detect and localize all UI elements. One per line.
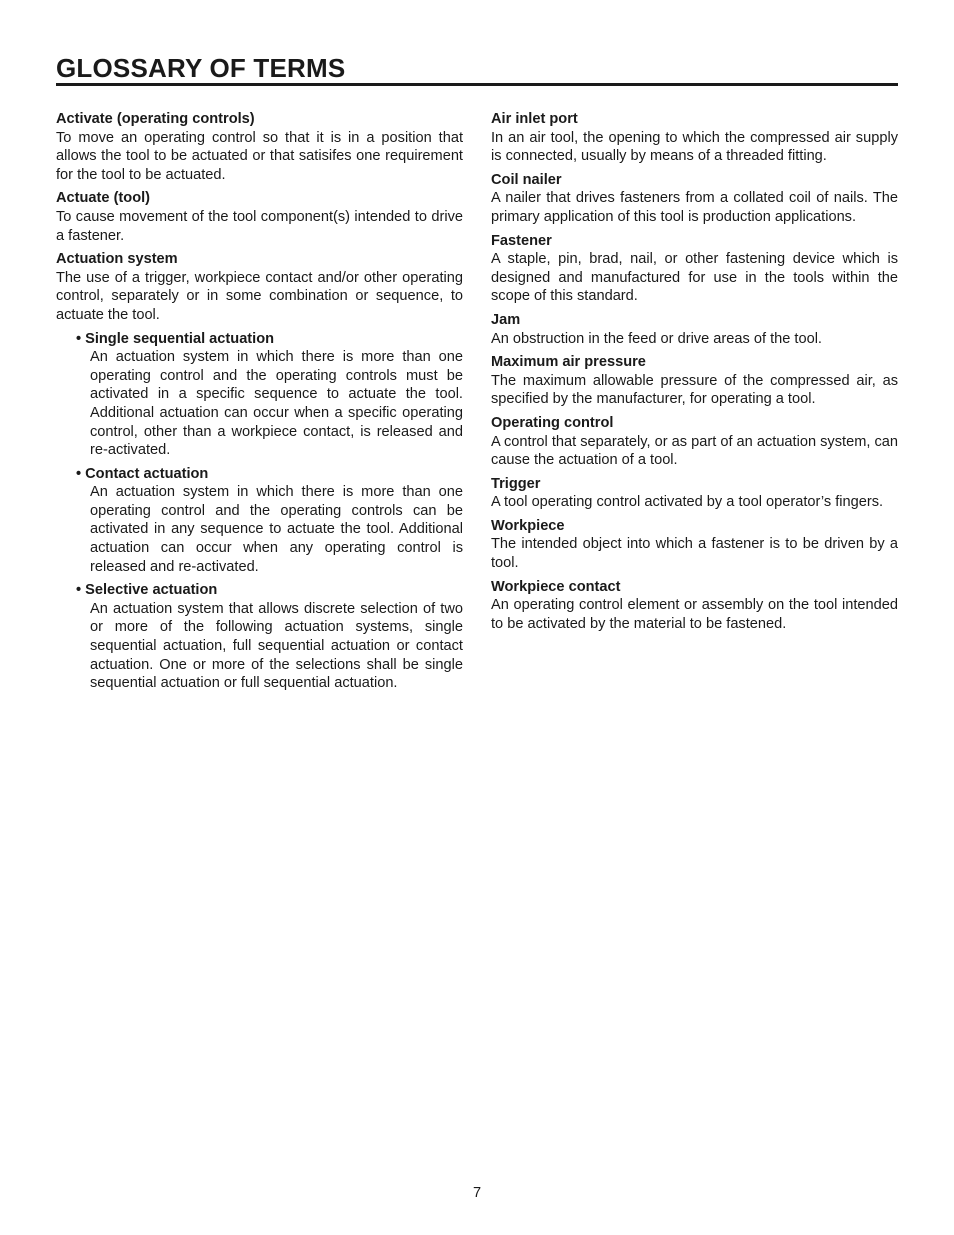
actuation-types-list xyxy=(56,330,463,693)
term-definition: In an air tool, the opening to which the compressed air supply is connected, usually by means of a threaded fitting. xyxy=(491,129,898,165)
term-fastener xyxy=(491,232,898,306)
term-definition: To cause movement of the tool component(s) intended to drive a fastener. xyxy=(56,208,463,244)
bullet-icon: • xyxy=(76,330,82,347)
term-title: Coil nailer xyxy=(491,171,562,188)
term-definition: The maximum allowable pressure of the compressed air, as specified by the manufacturer, for operating a tool. xyxy=(491,372,898,408)
term-definition: The intended object into which a fastener is to be driven by a tool. xyxy=(491,536,898,572)
term-title: Operating control xyxy=(491,414,614,431)
term-coil-nailer xyxy=(491,171,898,227)
bullet-icon: • xyxy=(76,582,82,599)
subterm-definition: An actuation system in which there is more than one operating control and the operating controls can be activated in any sequence to actuate the tool. Additional actuation can occur when any operating control is released and re-activated. xyxy=(90,484,463,575)
term-maximum-air-pressure xyxy=(491,353,898,409)
right-column xyxy=(491,110,898,638)
subterm-selective xyxy=(56,581,463,693)
term-title: Fastener xyxy=(491,232,552,249)
term-definition: An obstruction in the feed or drive areas of the tool. xyxy=(491,330,822,347)
term-title: Jam xyxy=(491,311,521,328)
term-air-inlet-port xyxy=(491,110,898,166)
term-definition: A tool operating control activated by a tool operator’s fingers. xyxy=(491,494,884,511)
term-title: Trigger xyxy=(491,475,541,492)
term-definition: The use of a trigger, workpiece contact and/or other operating control, separately or in some combination or sequence, to actuate the tool. xyxy=(56,269,463,323)
term-jam xyxy=(491,311,898,348)
subterm-definition: An actuation system in which there is more than one operating control and the operating controls must be activated in a specific sequence to actuate the tool. Additional actuation can occur when a specific operating control, other than a workpiece contact, is released and re-activated. xyxy=(90,349,463,459)
term-definition: To move an operating control so that it is in a position that allows the tool to be actuated or that satisifes one requirement for the tool to be actuated. xyxy=(56,129,463,183)
term-definition: A nailer that drives fasteners from a collated coil of nails. The primary application of this tool is production applications. xyxy=(491,190,898,225)
term-title: Actuate (tool) xyxy=(56,190,151,207)
term-title: Workpiece xyxy=(491,517,565,534)
title-rule xyxy=(56,83,898,86)
term-actuate xyxy=(56,189,463,245)
subterm-definition: An actuation system that allows discrete selection of two or more of the following actuation systems, single sequential actuation, full sequential actuation or contact actuation. One or more of the selections shall be single sequential actuation or full sequential actuation. xyxy=(90,600,463,692)
term-trigger xyxy=(491,475,898,512)
subterm-heading xyxy=(76,581,463,600)
term-workpiece-contact xyxy=(491,578,898,634)
subterm-title: Single sequential actuation xyxy=(85,330,275,347)
subterm-title: Contact actuation xyxy=(85,465,209,482)
page-number: 7 xyxy=(472,1185,482,1201)
term-title: Actuation system xyxy=(56,251,178,268)
term-definition: A control that separately, or as part of an actuation system, can cause the actuation of a tool. xyxy=(491,433,898,469)
subterm-heading xyxy=(76,465,463,484)
term-title: Maximum air pressure xyxy=(491,354,646,371)
term-definition: A staple, pin, brad, nail, or other fastening device which is designed and manufactured for use in the tools within the scope of this standard. xyxy=(491,251,898,305)
term-definition: An operating control element or assembly on the tool intended to be activated by the material to be fastened. xyxy=(491,597,898,632)
term-actuation-system xyxy=(56,250,463,324)
term-operating-control xyxy=(491,414,898,470)
term-activate xyxy=(56,110,463,184)
page-title: GLOSSARY OF TERMS xyxy=(56,53,346,83)
subterm-title: Selective actuation xyxy=(85,582,218,599)
term-title: Workpiece contact xyxy=(491,578,621,595)
left-column xyxy=(56,110,463,698)
subterm-contact xyxy=(56,465,463,577)
subterm-single-sequential xyxy=(56,330,463,460)
term-workpiece xyxy=(491,517,898,573)
subterm-heading xyxy=(76,330,463,349)
term-title: Activate (operating controls) xyxy=(56,111,255,127)
term-title: Air inlet port xyxy=(491,111,578,127)
bullet-icon: • xyxy=(76,465,82,482)
